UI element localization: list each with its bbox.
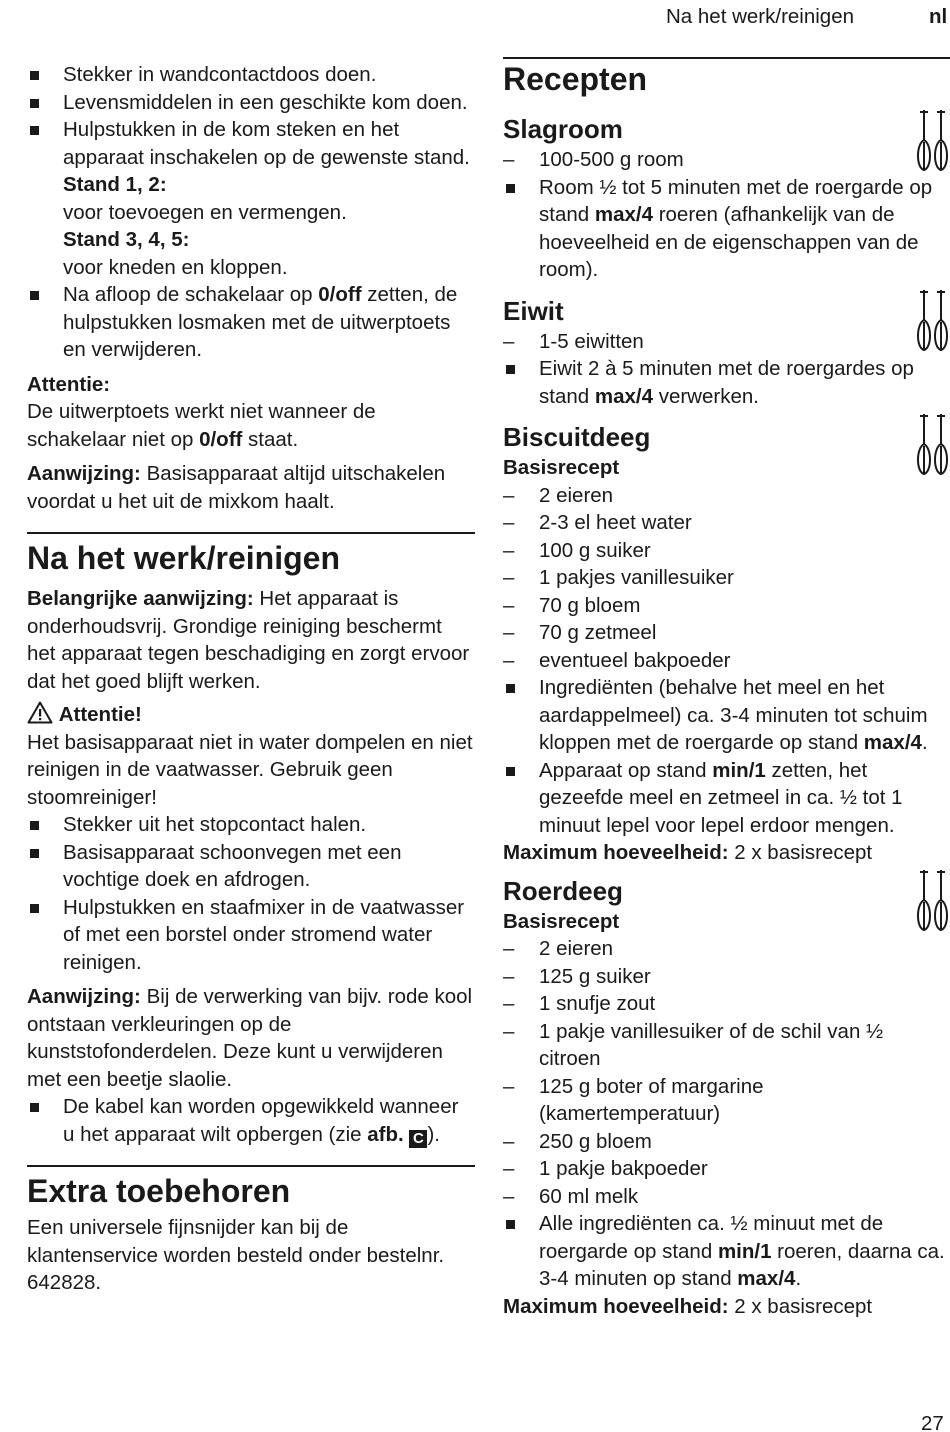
usage-step-2: Levensmiddelen in een geschikte kom doen. <box>27 89 475 117</box>
biscuit-step-1-b: max/4 <box>863 731 922 754</box>
stand-3-4-5 <box>27 226 475 281</box>
cleaning-step-3: Hulpstukken en staafmixer in de vaatwasser of met een borstel onder stromend water reinigen. <box>27 894 475 977</box>
usage-step-4-c: zetten, de hulpstukken losmaken met de uitwerptoets en verwijderen. <box>63 283 458 361</box>
cleaning-warning-label: Attentie! <box>58 703 142 726</box>
biscuit-max-text: 2 x basisrecept <box>728 841 873 864</box>
whisk-icon <box>914 412 950 478</box>
biscuit-ingredient: – eventueel bakpoeder <box>503 647 950 675</box>
figure-c-badge: C <box>409 1130 427 1148</box>
usage-hint-text: Basisapparaat altijd uitschakelen voordat u het uit de mixkom haalt. <box>27 462 446 513</box>
stand-1-2-text: voor toevoegen en vermengen. <box>63 200 347 224</box>
roerdeeg-step-b: min/1 <box>717 1239 772 1263</box>
biscuitdeeg-title: Biscuitdeeg <box>503 422 651 452</box>
recipe-slagroom <box>503 112 950 146</box>
biscuit-ingredient: – 2 eieren <box>503 482 950 510</box>
cleaning-step-2: Basisapparaat schoonvegen met een vochtige doek en afdrogen. <box>27 839 475 894</box>
cleaning-important-text: Het apparaat is onderhoudsvrij. Grondige reiniging beschermt het apparaat tegen beschadiging en zorgt ervoor dat het goed blijft werken. <box>27 587 470 693</box>
biscuitdeeg-subtitle: Basisrecept <box>503 456 620 479</box>
stand-3-4-5-text: voor kneden en kloppen. <box>63 255 288 279</box>
cleaning-cable-c: ). <box>427 1122 440 1146</box>
roerdeeg-step <box>503 1210 950 1293</box>
cleaning-cable-a: De kabel kan worden opgewikkeld wanneer u het apparaat wilt opbergen (zie <box>63 1095 459 1146</box>
slagroom-step-b: max/4 <box>594 203 653 226</box>
usage-step-4-a: Na afloop de schakelaar op <box>63 283 319 306</box>
biscuit-max-label: Maximum hoeveelheid: <box>503 841 729 864</box>
cleaning-warning-header <box>27 701 475 729</box>
usage-step-3: Hulpstukken in de kom steken en het apparaat inschakelen op de gewenste stand. <box>27 116 475 171</box>
cleaning-cable-b: afb. <box>367 1122 404 1146</box>
accessories-text: Een universele fijnsnijder kan bij de klantenservice worden besteld onder bestelnr. 642828. <box>27 1216 445 1294</box>
roerdeeg-title: Roerdeeg <box>503 875 623 906</box>
accessories-divider <box>27 1165 475 1167</box>
cleaning-important-label: Belangrijke aanwijzing: <box>27 587 254 610</box>
cleaning-divider <box>27 532 475 534</box>
biscuit-step-2 <box>503 757 950 840</box>
eiwit-step-a: Eiwit 2 à 5 minuten met de roergardes op stand <box>539 357 914 408</box>
roerdeeg-ingredient: – 125 g boter of margarine (kamertemperatuur) <box>503 1073 950 1128</box>
eiwit-step-c: verwerken. <box>653 384 759 408</box>
biscuit-max-quantity <box>503 839 950 867</box>
recipe-eiwit <box>503 294 950 328</box>
roerdeeg-ingredient: – 250 g bloem <box>503 1128 950 1156</box>
biscuit-step-1 <box>503 674 950 757</box>
cleaning-hint <box>27 983 475 1093</box>
usage-attention-b: 0/off <box>199 427 243 451</box>
usage-hint-label: Aanwijzing: <box>27 462 141 485</box>
cleaning-hint-label: Aanwijzing: <box>27 985 141 1008</box>
cleaning-warning <box>27 701 475 811</box>
biscuit-step-1-c: . <box>921 731 928 754</box>
page-number: 27 <box>921 1412 944 1432</box>
eiwit-ingredient: – 1-5 eiwitten <box>503 328 950 356</box>
cleaning-warning-text: Het basisapparaat niet in water dompelen en niet reinigen in de vaatwasser. Gebruik geen stoomreiniger! <box>27 730 473 809</box>
header-language: nl <box>929 5 948 28</box>
recipe-roerdeeg <box>503 874 950 908</box>
roerdeeg-ingredient: – 1 pakje vanillesuiker of de schil van ½ citroen <box>503 1018 950 1073</box>
roerdeeg-max-quantity <box>503 1293 950 1321</box>
biscuit-ingredient: – 70 g bloem <box>503 592 950 620</box>
eiwit-title: Eiwit <box>503 295 564 326</box>
roerdeeg-max-label: Maximum hoeveelheid: <box>503 1294 729 1318</box>
cleaning-cable <box>27 1093 475 1148</box>
roerdeeg-subtitle: Basisrecept <box>503 909 620 933</box>
cleaning-title: Na het werk/reinigen <box>27 540 340 576</box>
stand-1-2-label: Stand 1, 2: <box>63 173 167 196</box>
usage-step-1: Stekker in wandcontactdoos doen. <box>27 61 475 89</box>
biscuit-ingredient: – 1 pakjes vanillesuiker <box>503 564 950 592</box>
roerdeeg-max-text: 2 x basisrecept <box>728 1294 873 1318</box>
biscuit-step-2-a: Apparaat op stand <box>539 758 713 782</box>
cleaning-hint-text: Bij de verwerking van bijv. rode kool ontstaan verkleuringen op de kunststofonderdelen. Deze kunt u verwijderen met een beetje slaolie. <box>27 985 473 1091</box>
usage-attention <box>27 371 475 454</box>
eiwit-step-b: max/4 <box>594 384 653 408</box>
right-column <box>503 61 950 1320</box>
biscuit-ingredient: – 70 g zetmeel <box>503 619 950 647</box>
stand-1-2 <box>27 171 475 226</box>
roerdeeg-ingredient: – 60 ml melk <box>503 1183 950 1211</box>
usage-step-4-b: 0/off <box>318 283 362 306</box>
biscuit-step-2-b: min/1 <box>712 758 766 782</box>
stand-3-4-5-label: Stand 3, 4, 5: <box>63 228 190 251</box>
header-title: Na het werk/reinigen <box>666 5 855 28</box>
roerdeeg-ingredient: – 1 pakje bakpoeder <box>503 1155 950 1183</box>
whisk-icon <box>914 868 950 934</box>
slagroom-step <box>503 174 950 284</box>
cleaning-important <box>27 585 475 695</box>
usage-attention-c: staat. <box>242 427 299 451</box>
roerdeeg-ingredient: – 125 g suiker <box>503 963 950 991</box>
warning-triangle-icon <box>27 701 53 724</box>
recipes-title: Recepten <box>503 61 648 97</box>
usage-hint <box>27 460 475 515</box>
left-column <box>27 61 475 1297</box>
recipe-biscuitdeeg <box>503 420 950 454</box>
slagroom-step-a: Room ½ tot 5 minuten met de roergarde op stand <box>539 175 933 226</box>
biscuit-step-1-a: Ingrediënten (behalve het meel en het aardappelmeel) ca. 3-4 minuten tot schuim kloppen met de roergarde op stand <box>539 676 928 754</box>
roerdeeg-step-c: roeren, daarna ca. 3-4 minuten op stand <box>539 1239 945 1290</box>
usage-step-4 <box>27 281 475 364</box>
usage-attention-label: Attentie: <box>27 372 111 396</box>
biscuit-step-2-c: zetten, het gezeefde meel en zetmeel in ca. ½ tot 1 minuut lepel voor lepel erdoor mengen. <box>539 758 903 837</box>
cleaning-step-1: Stekker uit het stopcontact halen. <box>27 811 475 839</box>
eiwit-step <box>503 355 950 410</box>
biscuit-ingredient: – 2-3 el heet water <box>503 509 950 537</box>
accessories-title: Extra toebehoren <box>27 1173 291 1209</box>
roerdeeg-step-a: Alle ingrediënten ca. ½ minuut met de roergarde op stand <box>539 1212 884 1263</box>
slagroom-ingredient: – 100-500 g room <box>503 146 950 174</box>
roerdeeg-ingredient: – 2 eieren <box>503 935 950 963</box>
roerdeeg-ingredient: – 1 snufje zout <box>503 990 950 1018</box>
slagroom-title: Slagroom <box>503 114 623 144</box>
biscuit-ingredient: – 100 g suiker <box>503 537 950 565</box>
usage-attention-a: De uitwerptoets werkt niet wanneer de schakelaar niet op <box>27 400 376 451</box>
roerdeeg-step-d: max/4 <box>737 1267 796 1290</box>
roerdeeg-step-e: . <box>795 1267 802 1290</box>
page-header <box>0 0 950 30</box>
slagroom-step-c: roeren (afhankelijk van de hoeveelheid en de eigenschappen van de room). <box>539 203 919 281</box>
